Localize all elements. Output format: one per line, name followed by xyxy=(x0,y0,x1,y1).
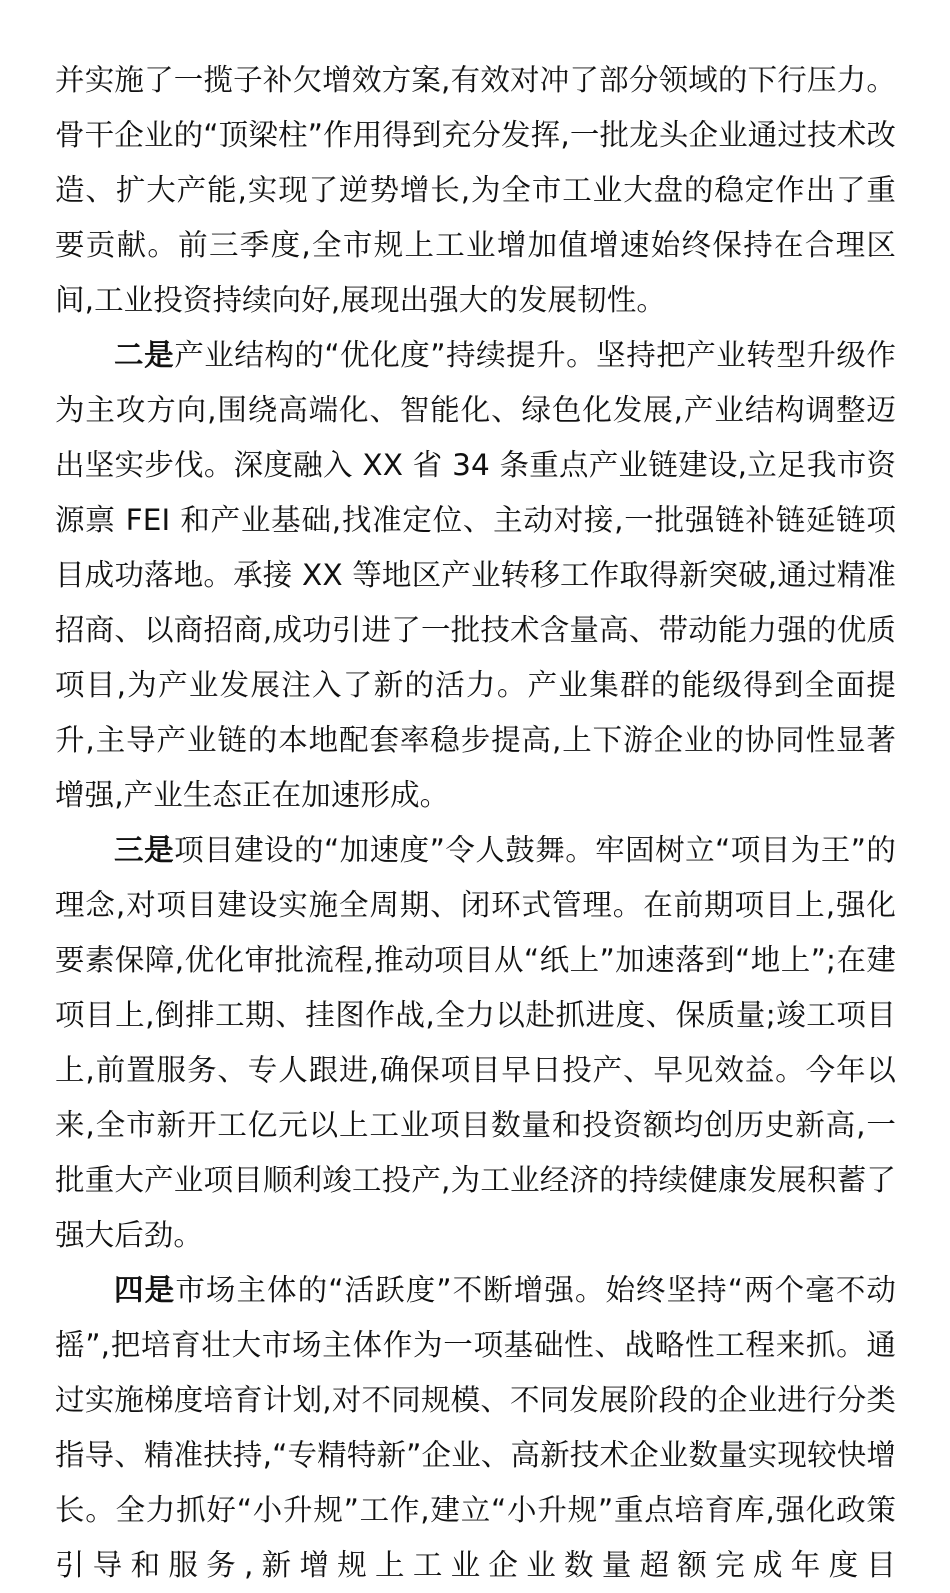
paragraph-3-text: 项目建设的“加速度”令人鼓舞。牢固树立“项目为王”的理念,对项目建设实施全周期、闭环式管理。在前期项目上,强化要素保障,优化审批流程,推动项目从“纸上”加速落到“地上”;在建项目上,倒排工期、挂图作战,全力以赴抓进度、保质量;竣工项目上,前置服务、专人跟进,确保项目早日投产、早见效益。今年以来,全市新开工亿元以上工业项目数量和投资额均创历史新高,一批重大产业项目顺利竣工投产,为工业经济的持续健康发展积蓄了强大后劲。 xyxy=(55,833,897,1252)
paragraph-1 xyxy=(55,53,896,328)
paragraph-4 xyxy=(55,1263,896,1593)
paragraph-2-text: 产业结构的“优化度”持续提升。坚持把产业转型升级作为主攻方向,围绕高端化、智能化、绿色化发展,产业结构调整迈出坚实步伐。深度融入 XX 省 34 条重点产业链建设,立足我市资源禀 FEI 和产业基础,找准定位、主动对接,一批强链补链延链项目成功落地。承接 XX 等地区产业转移工作取得新突破,通过精准招商、以商招商,成功引进了一批技术含量高、带动能力强的优质项目,为产业发展注入了新的活力。产业集群的能级得到全面提升,主导产业链的本地配套率稳步提高,上下游企业的协同性显著增强,产业生态正在加速形成。 xyxy=(55,338,896,812)
document-body xyxy=(55,53,896,1593)
paragraph-2 xyxy=(55,328,896,823)
paragraph-3-lead: 三是 xyxy=(114,833,175,867)
paragraph-3 xyxy=(55,823,896,1263)
paragraph-4-lead: 四是 xyxy=(114,1273,176,1307)
paragraph-4-text: 市场主体的“活跃度”不断增强。始终坚持“两个毫不动摇”,把培育壮大市场主体作为一项基础性、战略性工程来抓。通过实施梯度培育计划,对不同规模、不同发展阶段的企业进行分类指导、精准扶持,“专精特新”企业、高新技术企业数量实现较快增长。全力抓好“小升规”工作,建立“小升规”重点培育库,强化政策引导和服务,新增规上工业企业数量超额完成年度目 xyxy=(55,1273,896,1582)
paragraph-1-text: 并实施了一揽子补欠增效方案,有效对冲了部分领域的下行压力。骨干企业的“顶梁柱”作用得到充分发挥,一批龙头企业通过技术改造、扩大产能,实现了逆势增长,为全市工业大盘的稳定作出了重要贡献。前三季度,全市规上工业增加值增速始终保持在合理区间,工业投资持续向好,展现出强大的发展韧性。 xyxy=(55,63,896,317)
paragraph-2-lead: 二是 xyxy=(114,338,175,372)
